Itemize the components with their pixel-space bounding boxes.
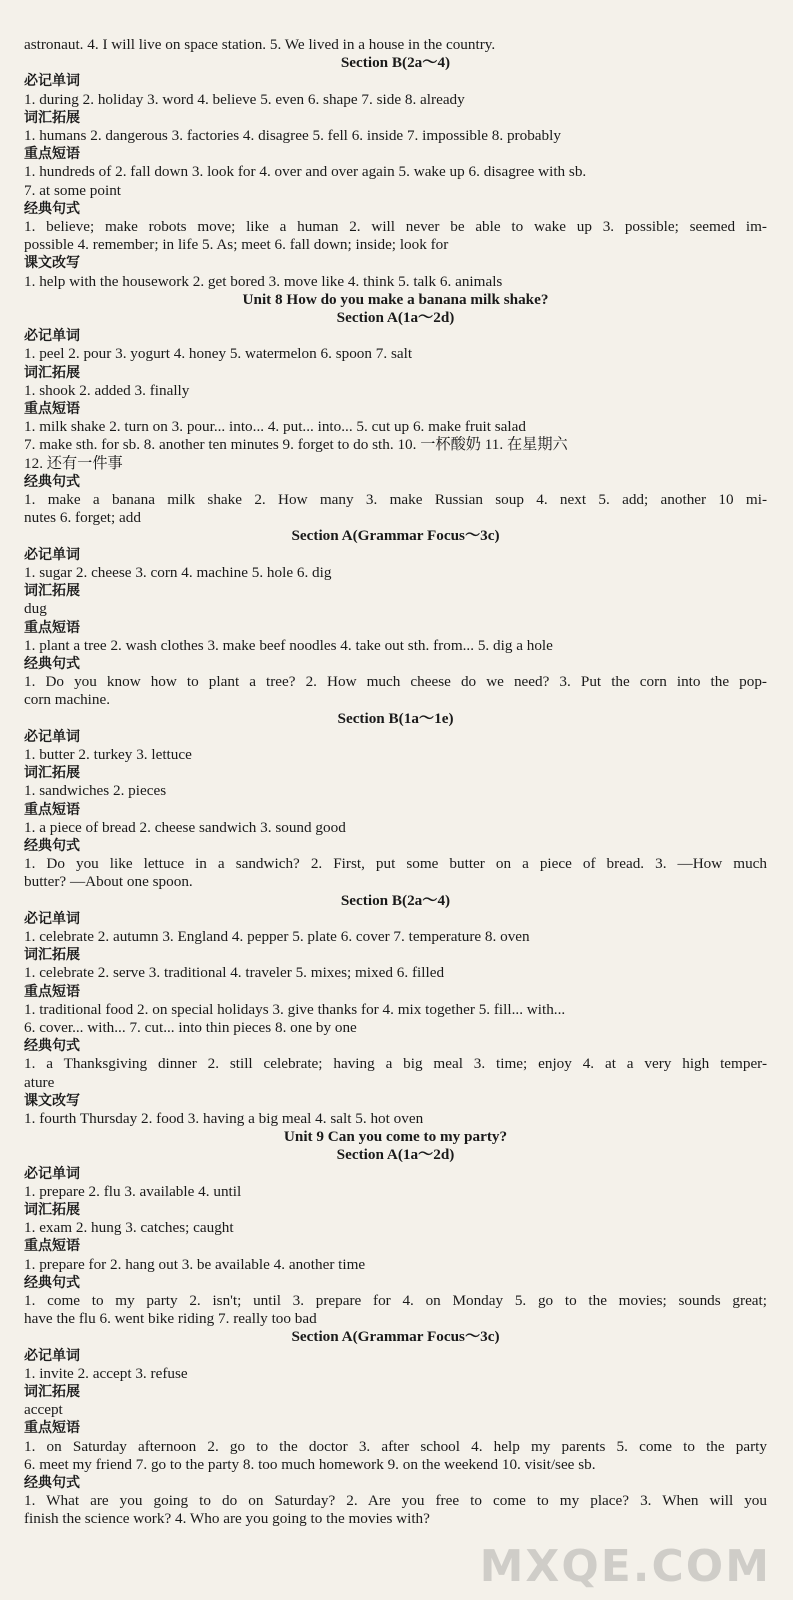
section-heading: 经典句式 <box>24 837 80 854</box>
answer-line: 1. a Thanksgiving dinner 2. still celebrate; having a big meal 3. time; enjoy 4. at a very high temper- <box>24 1055 767 1073</box>
answer-line: 1. hundreds of 2. fall down 3. look for 4. over and over again 5. wake up 6. disagree with sb. <box>24 163 587 181</box>
answer-line: 1. during 2. holiday 3. word 4. believe 5. even 6. shape 7. side 8. already <box>24 90 465 108</box>
section-heading: 经典句式 <box>24 473 80 490</box>
section-heading: 重点短语 <box>24 401 80 418</box>
unit-section-title: Section B(2a～4) <box>340 891 451 909</box>
answer-line: 1. celebrate 2. autumn 3. England 4. pepper 5. plate 6. cover 7. temperature 8. oven <box>24 927 530 945</box>
answer-line: 12. 还有一件事 <box>24 454 123 472</box>
section-heading: 词汇拓展 <box>24 583 80 600</box>
answer-line: 1. milk shake 2. turn on 3. pour... into... 4. put... into... 5. cut up 6. make fruit salad <box>24 418 526 436</box>
section-heading: 词汇拓展 <box>24 109 80 126</box>
section-heading: 经典句式 <box>24 1038 80 1055</box>
section-heading: 必记单词 <box>24 1347 80 1364</box>
unit-section-title: Section A(1a～2d) <box>336 1146 455 1164</box>
section-heading: 必记单词 <box>24 910 80 927</box>
answer-line: finish the science work? 4. Who are you going to the movies with? <box>24 1510 430 1528</box>
section-heading: 经典句式 <box>24 200 80 217</box>
section-heading: 必记单词 <box>24 1165 80 1182</box>
answer-line: nutes 6. forget; add <box>24 509 141 527</box>
section-heading: 课文改写 <box>24 255 80 272</box>
answer-line: 7. make sth. for sb. 8. another ten minutes 9. forget to do sth. 10. 一杯酸奶 11. 在星期六 <box>24 436 568 454</box>
section-heading: 必记单词 <box>24 73 80 90</box>
answer-line: 1. on Saturday afternoon 2. go to the doctor 3. after school 4. help my parents 5. come to the party <box>24 1437 767 1455</box>
answer-line: 1. humans 2. dangerous 3. factories 4. disagree 5. fell 6. inside 7. impossible 8. probably <box>24 127 561 145</box>
answer-line: 1. a piece of bread 2. cheese sandwich 3. sound good <box>24 818 346 836</box>
unit-section-title: Section A(1a～2d) <box>336 309 455 327</box>
unit-section-title: Section A(Grammar Focus～3c) <box>291 1328 500 1346</box>
answer-line: 1. help with the housework 2. get bored 3. move like 4. think 5. talk 6. animals <box>24 272 503 290</box>
answer-line: butter? —About one spoon. <box>24 873 193 891</box>
answer-line: dug <box>24 600 47 618</box>
answer-line: 1. prepare for 2. hang out 3. be available 4. another time <box>24 1255 366 1273</box>
section-heading: 经典句式 <box>24 655 80 672</box>
unit-section-title: Section A(Grammar Focus～3c) <box>291 527 500 545</box>
answer-line: 1. plant a tree 2. wash clothes 3. make beef noodles 4. take out sth. from... 5. dig a hole <box>24 636 553 654</box>
unit-section-title: Unit 9 Can you come to my party? <box>283 1128 508 1146</box>
answer-line: astronaut. 4. I will live on space station. 5. We lived in a house in the country. <box>24 36 496 53</box>
section-heading: 词汇拓展 <box>24 765 80 782</box>
answer-line: 1. prepare 2. flu 3. available 4. until <box>24 1182 242 1200</box>
answer-line: 1. What are you going to do on Saturday? 2. Are you free to come to my place? 3. When will you <box>24 1492 767 1510</box>
answer-line: corn machine. <box>24 691 111 709</box>
section-heading: 重点短语 <box>24 1238 80 1255</box>
unit-section-title: Section B(2a～4) <box>340 54 451 72</box>
answer-line: ature <box>24 1073 55 1091</box>
answer-line: 1. fourth Thursday 2. food 3. having a big meal 4. salt 5. hot oven <box>24 1109 424 1127</box>
section-heading: 重点短语 <box>24 801 80 818</box>
answer-line: 6. cover... with... 7. cut... into thin pieces 8. one by one <box>24 1018 357 1036</box>
answer-line: accept <box>24 1401 63 1419</box>
answer-line: 1. come to my party 2. isn't; until 3. prepare for 4. on Monday 5. go to the movies; sounds great; <box>24 1292 767 1310</box>
answer-line: possible 4. remember; in life 5. As; meet 6. fall down; inside; look for <box>24 236 449 254</box>
answer-line: 1. traditional food 2. on special holidays 3. give thanks for 4. mix together 5. fill... with... <box>24 1000 566 1018</box>
section-heading: 词汇拓展 <box>24 364 80 381</box>
unit-section-title: Unit 8 How do you make a banana milk shake? <box>242 290 549 308</box>
section-heading: 词汇拓展 <box>24 1202 80 1218</box>
answer-line: 1. butter 2. turkey 3. lettuce <box>24 745 192 763</box>
answer-line: 1. Do you know how to plant a tree? 2. How much cheese do we need? 3. Put the corn into the pop- <box>24 673 767 691</box>
unit-section-title: Section B(1a～1e) <box>337 709 454 727</box>
section-heading: 词汇拓展 <box>24 1384 80 1401</box>
section-heading: 词汇拓展 <box>24 947 80 964</box>
section-heading: 重点短语 <box>24 983 80 1000</box>
answer-line: 1. peel 2. pour 3. yogurt 4. honey 5. watermelon 6. spoon 7. salt <box>24 345 413 363</box>
answer-line: 1. Do you like lettuce in a sandwich? 2. First, put some butter on a piece of bread. 3. —How much <box>24 855 767 873</box>
answer-line: 1. believe; make robots move; like a human 2. will never be able to wake up 3. possible; seemed im- <box>24 218 767 236</box>
section-heading: 经典句式 <box>24 1274 80 1291</box>
section-heading: 课文改写 <box>24 1092 80 1109</box>
section-heading: 重点短语 <box>24 1420 80 1437</box>
answer-line: 1. celebrate 2. serve 3. traditional 4. traveler 5. mixes; mixed 6. filled <box>24 964 445 982</box>
section-heading: 必记单词 <box>24 546 80 563</box>
answer-line: have the flu 6. went bike riding 7. really too bad <box>24 1310 317 1328</box>
watermark-text: MXQE.COM <box>479 1541 771 1592</box>
answer-line: 1. shook 2. added 3. finally <box>24 381 190 399</box>
section-heading: 经典句式 <box>24 1475 80 1492</box>
section-heading: 重点短语 <box>24 619 80 636</box>
answer-line: 1. sandwiches 2. pieces <box>24 782 167 800</box>
answer-line: 1. invite 2. accept 3. refuse <box>24 1364 188 1382</box>
answer-line: 1. make a banana milk shake 2. How many 3. make Russian soup 4. next 5. add; another 10 mi- <box>24 491 767 509</box>
answer-line: 7. at some point <box>24 181 122 199</box>
section-heading: 重点短语 <box>24 146 80 163</box>
section-heading: 必记单词 <box>24 328 80 345</box>
section-heading: 必记单词 <box>24 728 80 745</box>
answer-line: 1. sugar 2. cheese 3. corn 4. machine 5. hole 6. dig <box>24 563 332 581</box>
answer-line: 1. exam 2. hung 3. catches; caught <box>24 1219 234 1237</box>
answer-line: 6. meet my friend 7. go to the party 8. too much homework 9. on the weekend 10. visit/see sb. <box>24 1455 596 1473</box>
